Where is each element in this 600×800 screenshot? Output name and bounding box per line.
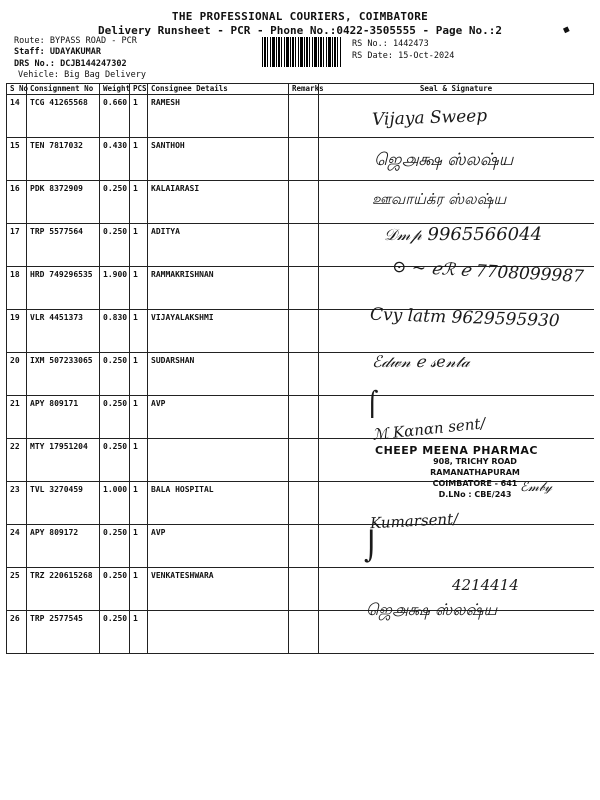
- sno-cell: 17: [7, 224, 27, 267]
- table-row: [7, 353, 594, 396]
- table-row: [7, 95, 594, 138]
- consignee-cell: RAMMAKRISHNAN: [148, 267, 289, 310]
- staff-value: UDAYAKUMAR: [49, 47, 102, 57]
- rs-date-value: 15-Oct-2024: [398, 51, 455, 61]
- consignment-cell: HRD 749296535: [27, 267, 100, 310]
- row23-signature: ℰ𝓂𝒷𝓎: [520, 480, 553, 495]
- signature-cell: [319, 525, 594, 568]
- rs-no-line: [352, 39, 429, 49]
- pcs-cell: 1: [130, 310, 148, 353]
- consignee-cell: AVP: [148, 396, 289, 439]
- table-row: [7, 396, 594, 439]
- sno-cell: 24: [7, 525, 27, 568]
- sno-cell: 22: [7, 439, 27, 482]
- remarks-cell: [289, 525, 319, 568]
- consignee-cell: VENKATESHWARA: [148, 568, 289, 611]
- col-header-consignment: Consignment No: [27, 84, 100, 95]
- consignee-cell: ADITYA: [148, 224, 289, 267]
- staff-label: Staff:: [14, 47, 45, 57]
- consignment-cell: TCG 41265568: [27, 95, 100, 138]
- consignee-cell: SANTHOH: [148, 138, 289, 181]
- remarks-cell: [289, 439, 319, 482]
- pen-mark: ◆: [560, 21, 573, 37]
- pcs-cell: 1: [130, 482, 148, 525]
- remarks-cell: [289, 95, 319, 138]
- weight-cell: 0.430: [100, 138, 130, 181]
- remarks-cell: [289, 568, 319, 611]
- runsheet-subtitle: Delivery Runsheet - PCR - Phone No.:0422-3505555 - Page No.:2: [98, 24, 502, 37]
- drs-label: DRS No.:: [14, 59, 55, 69]
- pcs-cell: 1: [130, 224, 148, 267]
- consignee-cell: [148, 611, 289, 654]
- table-header-row: [7, 84, 594, 95]
- col-header-signature: Seal & Signature: [319, 84, 594, 95]
- sno-cell: 25: [7, 568, 27, 611]
- consignee-cell: AVP: [148, 525, 289, 568]
- col-header-sno: S No: [7, 84, 27, 95]
- stamp-line-2: 908, TRICHY ROAD: [433, 457, 517, 466]
- pcs-cell: 1: [130, 181, 148, 224]
- row21-signature-stroke: ⌠: [366, 390, 379, 418]
- row24-signature: Kumarsent/: [369, 509, 459, 533]
- weight-cell: 0.250: [100, 353, 130, 396]
- consignment-cell: MTY 17951204: [27, 439, 100, 482]
- row17-signature: 𝒟𝓂𝓅 9965566044: [384, 224, 543, 245]
- sno-cell: 16: [7, 181, 27, 224]
- pcs-cell: 1: [130, 267, 148, 310]
- consignment-cell: TRP 2577545: [27, 611, 100, 654]
- consignee-cell: VIJAYALAKSHMI: [148, 310, 289, 353]
- row16-signature: ஊவாய்க்ர ஸ்லஷ்ய: [372, 190, 507, 208]
- vehicle-line: [18, 70, 146, 80]
- sno-cell: 18: [7, 267, 27, 310]
- pcs-cell: 1: [130, 611, 148, 654]
- route-value: BYPASS ROAD - PCR: [49, 36, 137, 46]
- rs-no-value: 1442473: [392, 39, 429, 49]
- drs-line: [14, 59, 127, 69]
- table-row: [7, 611, 594, 654]
- rs-no-label: RS No.:: [352, 39, 388, 49]
- row19-phone: 9629595930: [451, 307, 561, 332]
- row25-signature-stroke: ⌡: [364, 530, 379, 563]
- consignment-cell: APY 809172: [27, 525, 100, 568]
- remarks-cell: [289, 267, 319, 310]
- col-header-weight: Weight: [100, 84, 130, 95]
- vehicle-value: Big Bag Delivery: [64, 70, 146, 80]
- consignment-cell: IXM 507233065: [27, 353, 100, 396]
- weight-cell: 0.250: [100, 181, 130, 224]
- weight-cell: 0.660: [100, 95, 130, 138]
- pcs-cell: 1: [130, 439, 148, 482]
- row18-phone: 7708099987: [475, 261, 585, 288]
- weight-cell: 0.250: [100, 568, 130, 611]
- row26-signature: ஜெ௮க்ஷ ஸ்லஷ்ய: [366, 600, 498, 619]
- pcs-cell: 1: [130, 353, 148, 396]
- consignment-cell: TRZ 220615268: [27, 568, 100, 611]
- route-label: Route:: [14, 36, 45, 46]
- consignee-cell: RAMESH: [148, 95, 289, 138]
- consignment-cell: VLR 4451373: [27, 310, 100, 353]
- pcs-cell: 1: [130, 525, 148, 568]
- weight-cell: 0.250: [100, 611, 130, 654]
- weight-cell: 1.900: [100, 267, 130, 310]
- sno-cell: 26: [7, 611, 27, 654]
- remarks-cell: [289, 611, 319, 654]
- drs-barcode: [262, 37, 342, 67]
- remarks-cell: [289, 138, 319, 181]
- weight-cell: 0.250: [100, 396, 130, 439]
- pcs-cell: 1: [130, 138, 148, 181]
- stamp-line-4: COIMBATORE - 641: [432, 479, 518, 488]
- row20-signature: ℰ𝒹𝓌𝓃 ℯ 𝓈𝑒𝓃𝓉𝒶: [372, 352, 470, 371]
- row19-signature: Cvy latm 9629595930: [369, 304, 561, 332]
- weight-cell: 0.250: [100, 525, 130, 568]
- consignee-cell: [148, 439, 289, 482]
- remarks-cell: [289, 181, 319, 224]
- remarks-cell: [289, 310, 319, 353]
- sno-cell: 19: [7, 310, 27, 353]
- row17-phone: 9965566044: [427, 224, 543, 245]
- consignment-cell: APY 809171: [27, 396, 100, 439]
- drs-value: DCJB144247302: [60, 59, 127, 69]
- sno-cell: 21: [7, 396, 27, 439]
- company-title: THE PROFESSIONAL COURIERS, COIMBATORE: [171, 10, 429, 23]
- stamp-line-5: D.LNo : CBE/243: [438, 490, 512, 499]
- pcs-cell: 1: [130, 396, 148, 439]
- weight-cell: 1.000: [100, 482, 130, 525]
- remarks-cell: [289, 396, 319, 439]
- stamp-line-3: RAMANATHAPURAM: [430, 468, 520, 477]
- table-row: [7, 525, 594, 568]
- pcs-cell: 1: [130, 95, 148, 138]
- staff-line: [14, 47, 101, 57]
- sno-cell: 14: [7, 95, 27, 138]
- row22-signature: ℳ Kαnαn sent/: [371, 414, 487, 444]
- consignment-cell: TRP 5577564: [27, 224, 100, 267]
- consignee-cell: KALAIARASI: [148, 181, 289, 224]
- vehicle-label: Vehicle:: [18, 70, 59, 80]
- remarks-cell: [289, 224, 319, 267]
- sno-cell: 15: [7, 138, 27, 181]
- consignee-cell: BALA HOSPITAL: [148, 482, 289, 525]
- weight-cell: 0.830: [100, 310, 130, 353]
- col-header-pcs: PCS: [130, 84, 148, 95]
- row18-signature: ⊙ ~ ℯℛ ℯ 7708099987: [391, 256, 585, 288]
- col-header-consignee: Consignee Details: [148, 84, 289, 95]
- pcs-cell: 1: [130, 568, 148, 611]
- sno-cell: 20: [7, 353, 27, 396]
- weight-cell: 0.250: [100, 439, 130, 482]
- col-header-remarks: Remarks: [289, 84, 319, 95]
- rs-date-label: RS Date:: [352, 51, 393, 61]
- remarks-cell: [289, 353, 319, 396]
- row15-signature: ஜெ௮க்ஷ ஸ்லஷ்ய: [374, 150, 514, 170]
- stamp-line-1: CHEEP MEENA PHARMAC: [375, 444, 539, 457]
- consignment-cell: PDK 8372909: [27, 181, 100, 224]
- consignment-cell: TVL 3270459: [27, 482, 100, 525]
- weight-cell: 0.250: [100, 224, 130, 267]
- rs-date-line: [352, 51, 454, 61]
- row14-signature: Vijaya Sweep: [371, 105, 488, 131]
- consignment-cell: TEN 7817032: [27, 138, 100, 181]
- remarks-cell: [289, 482, 319, 525]
- row26-number: 4214414: [452, 576, 519, 594]
- consignee-cell: SUDARSHAN: [148, 353, 289, 396]
- route-line: [14, 36, 137, 46]
- sno-cell: 23: [7, 482, 27, 525]
